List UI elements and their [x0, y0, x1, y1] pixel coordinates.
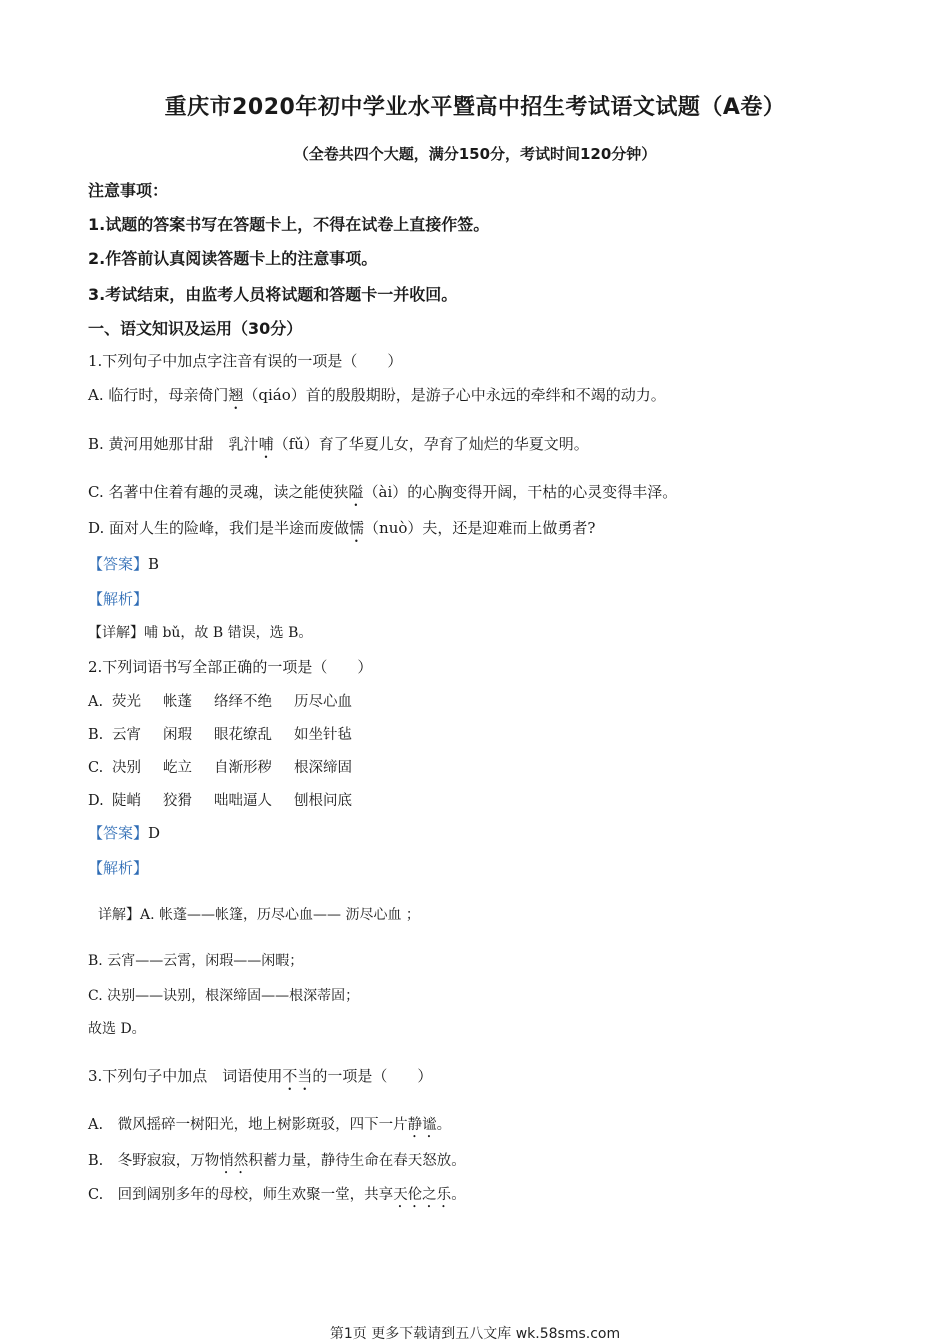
q2-option-a: A. 荧光 帐蓬 络绎不绝 历尽心血: [88, 694, 352, 710]
page-footer: 第1页 更多下载请到五八文库 wk.58sms.com: [329, 1326, 621, 1342]
q1-option-c: C. 名著中住着有趣的灵魂，读之能使狭隘（ài）的心胸变得开阔，干枯的心灵变得丰泽。: [88, 483, 678, 501]
q3-option-b: B. 冬野寂寂，万物悄然积蓄力量，静待生命在春天怒放。: [88, 1153, 466, 1169]
q1-option-b: B. 黄河用她那甘甜 乳汁哺（fǔ）育了华夏儿女，孕育了灿烂的华夏文明。: [88, 435, 589, 453]
q2-option-d: D. 陡峭 狡猾 咄咄逼人 刨根问底: [88, 793, 352, 809]
q2-answer: 【答案】D: [88, 824, 161, 842]
q1-detail: 【详解】哺 bǔ，故 B 错误，选 B。: [88, 625, 313, 641]
dotted-char: 懦: [349, 519, 365, 537]
q3-option-c: C. 回到阔别多年的母校，师生欢聚一堂，共享天伦之乐。: [88, 1187, 466, 1203]
dotted-word: 天伦之乐: [393, 1187, 452, 1203]
q2-stem: 2.下列词语书写全部正确的一项是（ ）: [88, 658, 373, 676]
q2-option-b: B. 云宵 闲瑕 眼花缭乱 如坐针毡: [88, 727, 352, 743]
notice-item-1: 1.试题的答案书写在答题卡上，不得在试卷上直接作签。: [88, 215, 490, 234]
notice-item-3: 3.考试结束，由监考人员将试题和答题卡一并收回。: [88, 285, 458, 304]
dotted-char: 哺: [258, 435, 274, 453]
q2-detail-4: 故选 D。: [88, 1021, 146, 1037]
q1-stem: 1.下列句子中加点字注音有误的一项是（ ）: [88, 352, 403, 370]
q3-stem: 3.下列句子中加点 词语使用不当的一项是（ ）: [88, 1067, 433, 1085]
q3-option-a: A. 微风摇碎一树阳光，地上树影斑驳，四下一片静谧。: [88, 1117, 452, 1133]
q1-option-d: D. 面对人生的险峰，我们是半途而废做懦（nuò）夫，还是迎难而上做勇者?: [88, 519, 596, 537]
page-title: 重庆市2020年初中学业水平暨高中招生考试语文试题（A卷）: [164, 95, 786, 120]
q1-option-a: A. 临行时，母亲倚门翘（qiáo）首的殷殷期盼，是游子心中永远的牵绊和不竭的动力。: [88, 386, 666, 404]
notice-heading: 注意事项：: [88, 181, 169, 200]
q2-detail-1: 详解】A. 帐蓬——帐篷，历尽心血—— 沥尽心血 ；: [98, 907, 420, 923]
dotted-char: 隘: [348, 483, 364, 501]
dotted-word: 静谧: [407, 1117, 437, 1133]
q1-analysis-label: 【解析】: [88, 590, 149, 608]
q2-option-c: C. 决别 屹立 自渐形秽 根深缔固: [88, 760, 352, 776]
q2-detail-2: B. 云宵——云霄，闲瑕——闲暇；: [88, 953, 304, 969]
q1-answer: 【答案】B: [88, 555, 160, 573]
q2-analysis-label: 【解析】: [88, 859, 149, 877]
dotted-word: 悄然: [219, 1153, 249, 1169]
page-subtitle: （全卷共四个大题，满分150分，考试时间120分钟）: [293, 145, 657, 163]
dotted-word: 不当: [282, 1067, 313, 1085]
dotted-char: 翘: [228, 386, 244, 404]
q2-detail-3: C. 决别——诀别，根深缔固——根深蒂固；: [88, 988, 360, 1004]
section-heading: 一、语文知识及运用（30分）: [88, 319, 303, 338]
notice-item-2: 2.作答前认真阅读答题卡上的注意事项。: [88, 249, 378, 268]
